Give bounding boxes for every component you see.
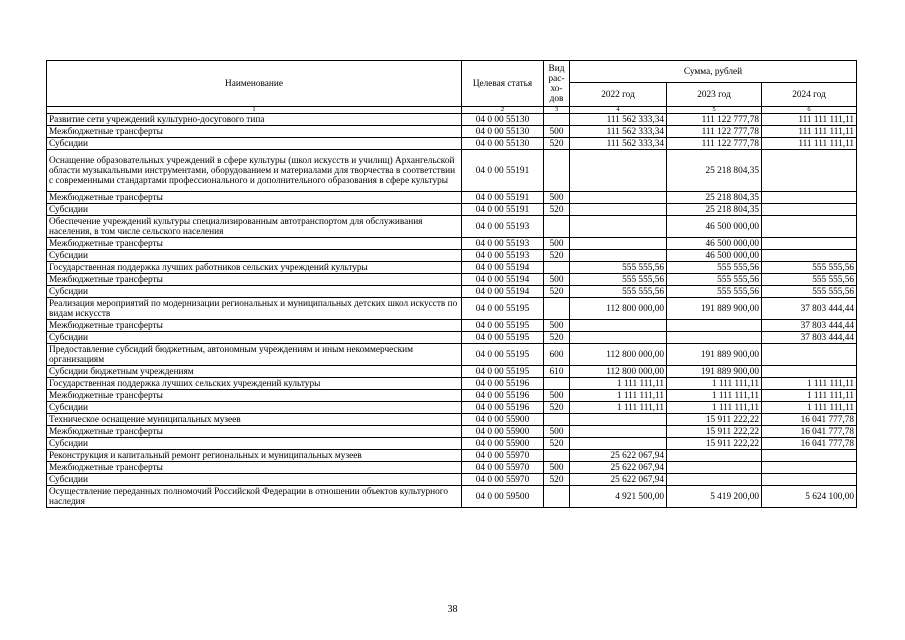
row-amount-2023: 111 122 777,78 (667, 126, 762, 138)
row-target-article: 04 0 00 55970 (462, 450, 544, 462)
row-target-article: 04 0 00 55196 (462, 390, 544, 402)
header-expense-type: Вид рас- хо- дов (544, 61, 570, 107)
row-amount-2024: 555 555,56 (762, 274, 857, 286)
row-expense-type: 500 (544, 274, 570, 286)
row-amount-2024 (762, 366, 857, 378)
row-amount-2024: 37 803 444,44 (762, 320, 857, 332)
row-expense-type: 520 (544, 204, 570, 216)
row-target-article: 04 0 00 55193 (462, 250, 544, 262)
row-expense-type: 520 (544, 138, 570, 150)
row-target-article: 04 0 00 55195 (462, 344, 544, 366)
row-target-article: 04 0 00 55130 (462, 114, 544, 126)
row-name: Субсидии (47, 250, 462, 262)
row-amount-2024 (762, 450, 857, 462)
row-expense-type (544, 378, 570, 390)
row-amount-2023: 15 911 222,22 (667, 438, 762, 450)
row-name: Реализация мероприятий по модернизации региональных и муниципальных детских школ искусств по видам искусств (47, 298, 462, 320)
row-target-article: 04 0 00 55195 (462, 366, 544, 378)
row-expense-type (544, 298, 570, 320)
row-amount-2022: 112 800 000,00 (570, 344, 667, 366)
header-name: Наименование (47, 61, 462, 107)
row-expense-type: 500 (544, 192, 570, 204)
table-row (47, 344, 857, 366)
table-row (47, 298, 857, 320)
row-amount-2023: 15 911 222,22 (667, 426, 762, 438)
table-row (47, 216, 857, 238)
table-row (47, 204, 857, 216)
table-row (47, 320, 857, 332)
row-amount-2024: 1 111 111,11 (762, 378, 857, 390)
row-amount-2024: 1 111 111,11 (762, 390, 857, 402)
column-number: 2 (462, 107, 544, 114)
row-name: Субсидии (47, 204, 462, 216)
row-amount-2023: 5 419 200,00 (667, 486, 762, 508)
row-amount-2023: 1 111 111,11 (667, 402, 762, 414)
row-expense-type: 610 (544, 366, 570, 378)
row-amount-2023: 111 122 777,78 (667, 138, 762, 150)
row-name: Межбюджетные трансферты (47, 274, 462, 286)
column-number: 4 (570, 107, 667, 114)
row-expense-type: 500 (544, 238, 570, 250)
row-expense-type (544, 114, 570, 126)
row-amount-2022 (570, 204, 667, 216)
row-name: Межбюджетные трансферты (47, 192, 462, 204)
row-amount-2022 (570, 414, 667, 426)
row-amount-2023 (667, 474, 762, 486)
row-amount-2022: 4 921 500,00 (570, 486, 667, 508)
row-amount-2024: 111 111 111,11 (762, 114, 857, 126)
row-amount-2024 (762, 344, 857, 366)
row-amount-2023 (667, 462, 762, 474)
row-name: Государственная поддержка лучших работников сельских учреждений культуры (47, 262, 462, 274)
row-target-article: 04 0 00 55130 (462, 138, 544, 150)
table-row (47, 414, 857, 426)
row-expense-type: 520 (544, 286, 570, 298)
row-amount-2024: 37 803 444,44 (762, 298, 857, 320)
row-expense-type: 500 (544, 426, 570, 438)
table-row (47, 366, 857, 378)
row-name: Субсидии (47, 474, 462, 486)
row-name: Межбюджетные трансферты (47, 238, 462, 250)
row-amount-2022: 25 622 067,94 (570, 450, 667, 462)
table-row (47, 192, 857, 204)
row-amount-2022 (570, 192, 667, 204)
row-amount-2024: 37 803 444,44 (762, 332, 857, 344)
row-expense-type (544, 216, 570, 238)
row-amount-2022: 555 555,56 (570, 262, 667, 274)
row-amount-2023 (667, 320, 762, 332)
row-name: Субсидии (47, 332, 462, 344)
row-target-article: 04 0 00 55900 (462, 438, 544, 450)
row-expense-type: 500 (544, 462, 570, 474)
row-amount-2022: 555 555,56 (570, 286, 667, 298)
row-amount-2024: 5 624 100,00 (762, 486, 857, 508)
row-target-article: 04 0 00 55191 (462, 204, 544, 216)
row-amount-2023: 191 889 900,00 (667, 366, 762, 378)
page-number: 38 (447, 604, 458, 615)
table-row (47, 238, 857, 250)
row-amount-2022: 112 800 000,00 (570, 298, 667, 320)
row-name: Субсидии (47, 438, 462, 450)
row-expense-type: 500 (544, 390, 570, 402)
row-amount-2022 (570, 150, 667, 192)
row-amount-2023: 15 911 222,22 (667, 414, 762, 426)
row-expense-type: 520 (544, 438, 570, 450)
row-amount-2023 (667, 332, 762, 344)
row-amount-2022 (570, 250, 667, 262)
row-amount-2023 (667, 450, 762, 462)
row-amount-2022 (570, 426, 667, 438)
table-row (47, 450, 857, 462)
row-target-article: 04 0 00 55191 (462, 192, 544, 204)
table-body (47, 114, 857, 508)
row-target-article: 04 0 00 55970 (462, 462, 544, 474)
header-target-article: Целевая статья (462, 61, 544, 107)
header-sum: Сумма, рублей (570, 61, 857, 83)
row-expense-type (544, 262, 570, 274)
row-amount-2022 (570, 216, 667, 238)
row-target-article: 04 0 00 55195 (462, 332, 544, 344)
row-amount-2024: 111 111 111,11 (762, 138, 857, 150)
column-number: 5 (667, 107, 762, 114)
row-amount-2024 (762, 462, 857, 474)
row-amount-2024 (762, 204, 857, 216)
row-target-article: 04 0 00 55196 (462, 402, 544, 414)
row-name: Субсидии (47, 286, 462, 298)
row-amount-2023: 25 218 804,35 (667, 204, 762, 216)
row-expense-type: 520 (544, 332, 570, 344)
row-expense-type (544, 150, 570, 192)
row-target-article: 04 0 00 55195 (462, 320, 544, 332)
row-name: Развитие сети учреждений культурно-досугового типа (47, 114, 462, 126)
row-amount-2023: 46 500 000,00 (667, 216, 762, 238)
table-row (47, 332, 857, 344)
table-row (47, 438, 857, 450)
row-target-article: 04 0 00 55196 (462, 378, 544, 390)
row-amount-2024: 555 555,56 (762, 262, 857, 274)
budget-table (46, 60, 857, 508)
row-amount-2023: 555 555,56 (667, 262, 762, 274)
row-name: Техническое оснащение муниципальных музеев (47, 414, 462, 426)
row-name: Межбюджетные трансферты (47, 426, 462, 438)
row-expense-type: 520 (544, 402, 570, 414)
column-number: 3 (544, 107, 570, 114)
row-amount-2024: 16 041 777,78 (762, 414, 857, 426)
column-number: 6 (762, 107, 857, 114)
table-row (47, 286, 857, 298)
row-expense-type: 520 (544, 250, 570, 262)
row-amount-2022: 111 562 333,34 (570, 138, 667, 150)
row-name: Реконструкция и капитальный ремонт региональных и муниципальных музеев (47, 450, 462, 462)
row-target-article: 04 0 00 55194 (462, 286, 544, 298)
table-row (47, 474, 857, 486)
row-amount-2022: 25 622 067,94 (570, 462, 667, 474)
row-amount-2023: 25 218 804,35 (667, 192, 762, 204)
row-expense-type (544, 414, 570, 426)
table-row (47, 138, 857, 150)
row-target-article: 04 0 00 55130 (462, 126, 544, 138)
row-amount-2023: 1 111 111,11 (667, 378, 762, 390)
table-row (47, 462, 857, 474)
row-amount-2022 (570, 320, 667, 332)
row-name: Субсидии (47, 138, 462, 150)
row-amount-2023: 25 218 804,35 (667, 150, 762, 192)
row-amount-2022: 1 111 111,11 (570, 378, 667, 390)
row-expense-type (544, 450, 570, 462)
row-target-article: 04 0 00 55194 (462, 274, 544, 286)
table-row (47, 114, 857, 126)
row-amount-2022: 1 111 111,11 (570, 390, 667, 402)
row-amount-2022: 112 800 000,00 (570, 366, 667, 378)
row-amount-2022: 1 111 111,11 (570, 402, 667, 414)
row-amount-2022 (570, 238, 667, 250)
table-row (47, 250, 857, 262)
row-expense-type: 500 (544, 320, 570, 332)
table-row (47, 150, 857, 192)
row-target-article: 04 0 00 55191 (462, 150, 544, 192)
row-target-article: 04 0 00 55193 (462, 238, 544, 250)
row-target-article: 04 0 00 55900 (462, 426, 544, 438)
row-name: Межбюджетные трансферты (47, 126, 462, 138)
row-amount-2022: 111 562 333,34 (570, 126, 667, 138)
row-target-article: 04 0 00 55970 (462, 474, 544, 486)
table-row (47, 390, 857, 402)
row-amount-2024: 16 041 777,78 (762, 438, 857, 450)
row-expense-type (544, 486, 570, 508)
table-row (47, 486, 857, 508)
row-amount-2024 (762, 474, 857, 486)
table-row (47, 378, 857, 390)
row-name: Межбюджетные трансферты (47, 462, 462, 474)
row-name: Межбюджетные трансферты (47, 390, 462, 402)
table-row (47, 126, 857, 138)
row-amount-2023: 191 889 900,00 (667, 298, 762, 320)
row-amount-2024 (762, 192, 857, 204)
row-name: Осуществление переданных полномочий Российской Федерации в отношении объектов культурного наследия (47, 486, 462, 508)
table-row (47, 262, 857, 274)
row-name: Субсидии (47, 402, 462, 414)
row-amount-2024: 555 555,56 (762, 286, 857, 298)
row-amount-2022 (570, 332, 667, 344)
row-target-article: 04 0 00 55193 (462, 216, 544, 238)
row-name: Обеспечение учреждений культуры специализированным автотранспортом для обслуживания населения, в том числе сельского населения (47, 216, 462, 238)
row-amount-2023: 191 889 900,00 (667, 344, 762, 366)
row-amount-2023: 46 500 000,00 (667, 238, 762, 250)
row-expense-type: 520 (544, 474, 570, 486)
table-row (47, 426, 857, 438)
row-amount-2022: 111 562 333,34 (570, 114, 667, 126)
row-expense-type: 600 (544, 344, 570, 366)
row-amount-2022: 555 555,56 (570, 274, 667, 286)
row-amount-2023: 46 500 000,00 (667, 250, 762, 262)
row-amount-2024 (762, 238, 857, 250)
row-amount-2024 (762, 250, 857, 262)
row-amount-2023: 1 111 111,11 (667, 390, 762, 402)
row-amount-2024: 16 041 777,78 (762, 426, 857, 438)
row-amount-2022: 25 622 067,94 (570, 474, 667, 486)
row-target-article: 04 0 00 55900 (462, 414, 544, 426)
row-amount-2024 (762, 216, 857, 238)
header-year-2023: 2023 год (667, 83, 762, 107)
row-amount-2023: 111 122 777,78 (667, 114, 762, 126)
row-amount-2024 (762, 150, 857, 192)
row-name: Государственная поддержка лучших сельских учреждений культуры (47, 378, 462, 390)
row-amount-2024: 1 111 111,11 (762, 402, 857, 414)
header-year-2022: 2022 год (570, 83, 667, 107)
row-target-article: 04 0 00 55194 (462, 262, 544, 274)
column-number: 1 (47, 107, 462, 114)
row-amount-2024: 111 111 111,11 (762, 126, 857, 138)
row-target-article: 04 0 00 55195 (462, 298, 544, 320)
row-target-article: 04 0 00 59500 (462, 486, 544, 508)
row-amount-2023: 555 555,56 (667, 286, 762, 298)
header-year-2024: 2024 год (762, 83, 857, 107)
row-amount-2023: 555 555,56 (667, 274, 762, 286)
row-name: Межбюджетные трансферты (47, 320, 462, 332)
row-amount-2022 (570, 438, 667, 450)
row-name: Оснащение образовательных учреждений в сфере культуры (школ искусств и училищ) Архангельской области музыкальными инструментами, оборудованием и материалами для творчества в соответствии с современными стандартами профессионального и дополнительного образования в сфере культуры (47, 150, 462, 192)
table-row (47, 274, 857, 286)
table-row (47, 402, 857, 414)
row-expense-type: 500 (544, 126, 570, 138)
row-name: Субсидии бюджетным учреждениям (47, 366, 462, 378)
row-name: Предоставление субсидий бюджетным, автономным учреждениям и иным некоммерческим организациям (47, 344, 462, 366)
